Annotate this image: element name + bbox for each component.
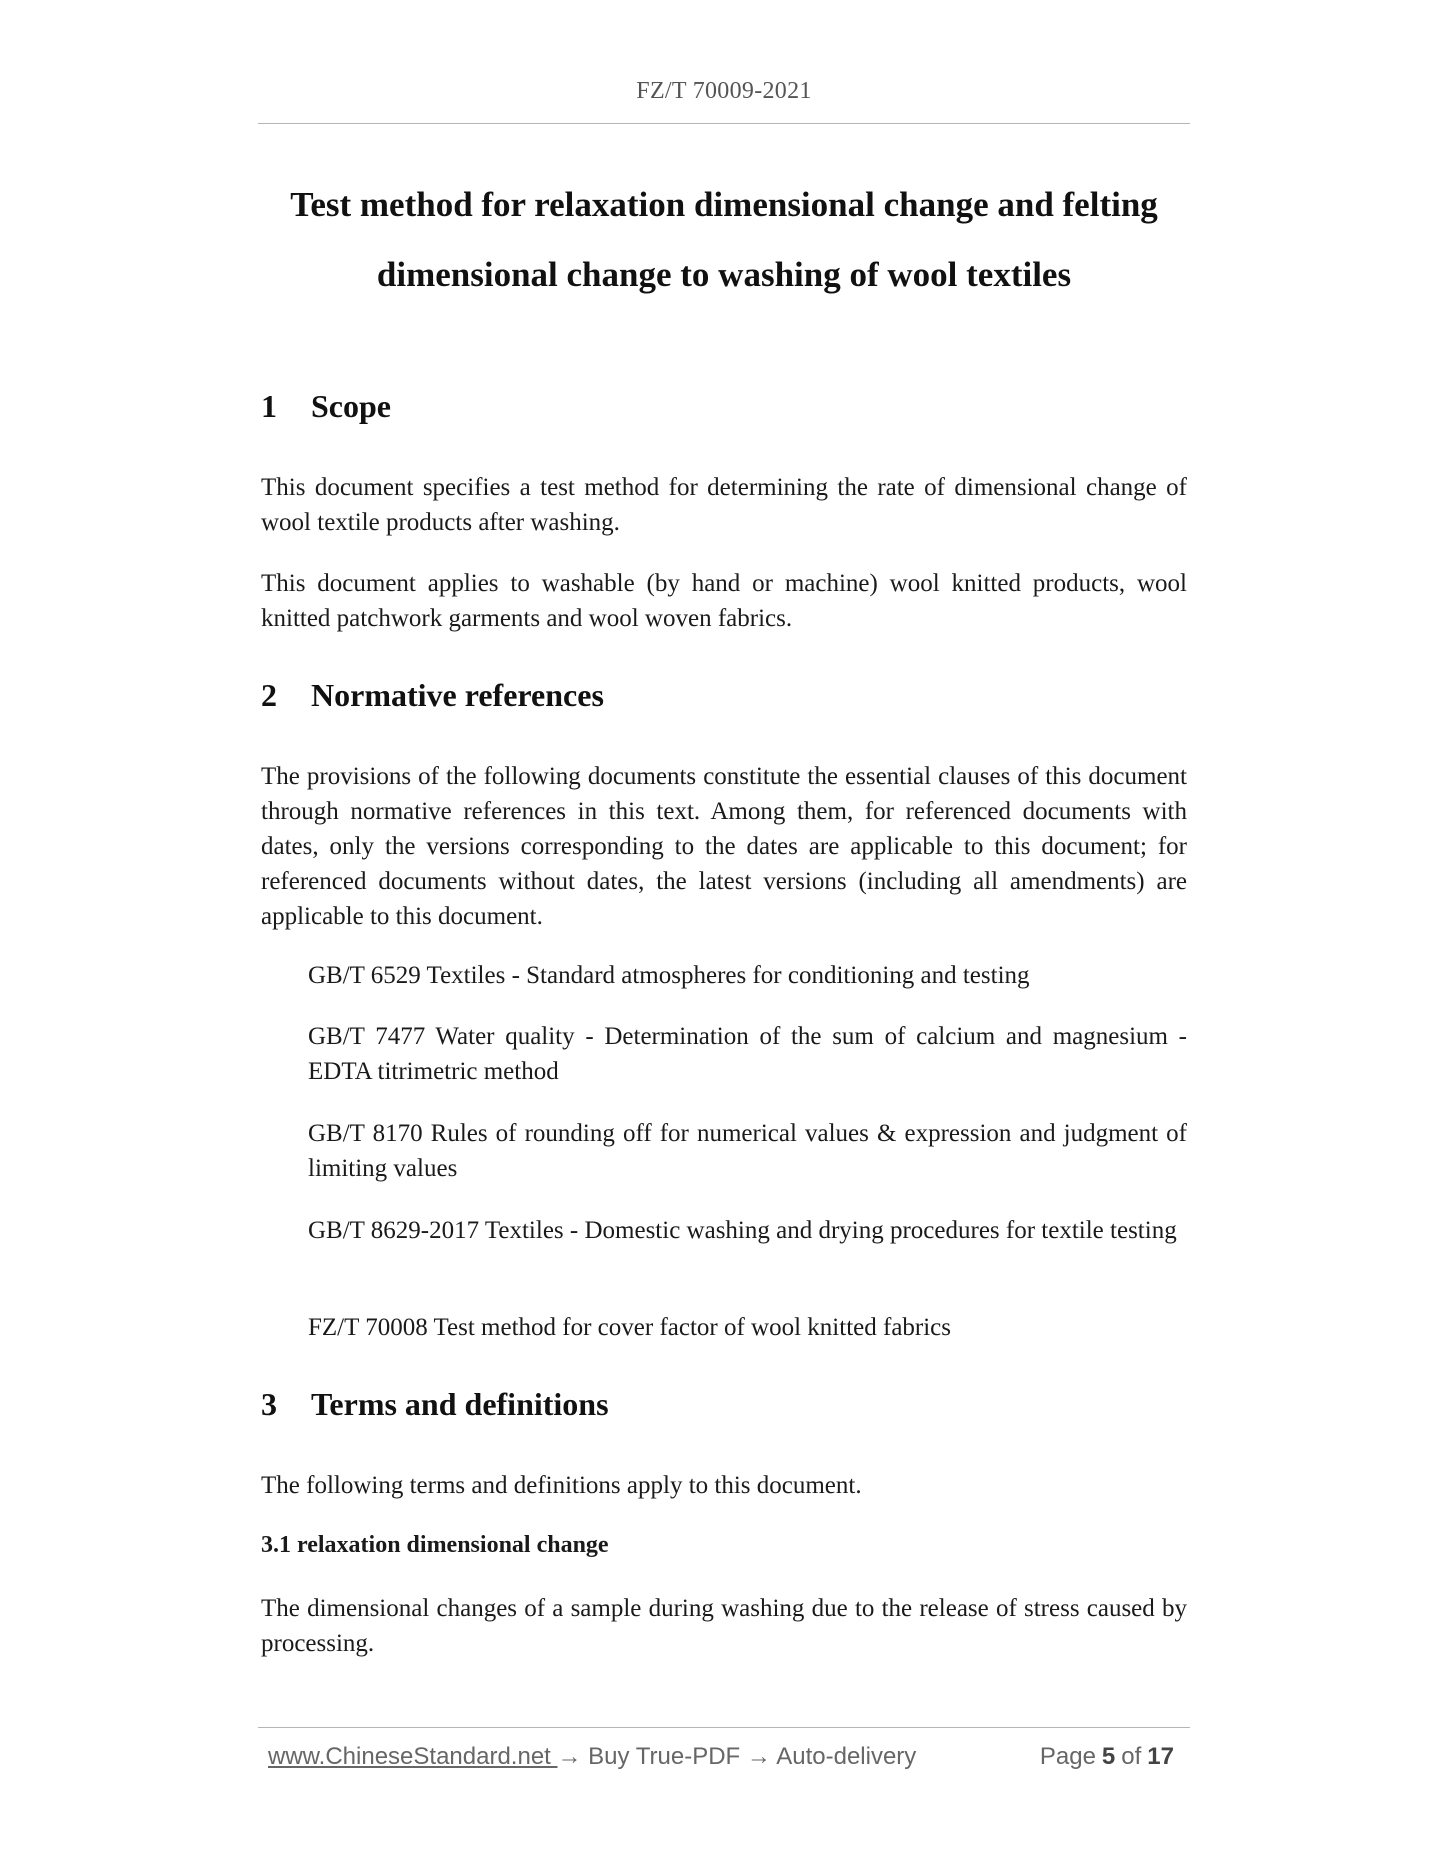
title-line-1: Test method for relaxation dimensional change and felting	[290, 185, 1158, 224]
auto-delivery-text: Auto-delivery	[776, 1743, 917, 1770]
website-link[interactable]: www.ChineseStandard.net	[268, 1743, 558, 1770]
section-number: 3	[261, 1386, 277, 1422]
section-terms-heading	[261, 1386, 609, 1423]
page-number: 5	[1101, 1743, 1116, 1770]
page-total: 17	[1147, 1743, 1174, 1770]
reference-item: GB/T 8629-2017 Textiles - Domestic washing and drying procedures for textile testing	[308, 1217, 1177, 1244]
buy-pdf-text: Buy True-PDF	[588, 1743, 747, 1770]
header-divider	[258, 123, 1190, 124]
arrow-right-icon: →	[557, 1743, 589, 1770]
reference-item: GB/T 6529 Textiles - Standard atmospheres for conditioning and testing	[308, 962, 1030, 989]
section-title: Normative references	[311, 677, 604, 713]
document-id-header: FZ/T 70009-2021	[636, 78, 812, 104]
section-title: Scope	[311, 388, 391, 424]
term-3-1-title: 3.1 relaxation dimensional change	[261, 1532, 609, 1558]
terms-paragraph: The following terms and definitions apply to this document.	[261, 1472, 862, 1499]
document-title	[258, 170, 1190, 310]
normative-paragraph: The provisions of the following documents constitute the essential clauses of this document through normative references in this text. Among them, for referenced documents with dates, only the versions corresponding to the dates are applicable to this document; for referenced documents without dates, the latest versions (including all amendments) are applicable to this document.	[261, 763, 1187, 930]
section-normative-heading	[261, 677, 604, 714]
term-3-1-definition: The dimensional changes of a sample during washing due to the release of stress caused by processing.	[261, 1595, 1187, 1657]
reference-item: FZ/T 70008 Test method for cover factor of wool knitted fabrics	[308, 1314, 952, 1341]
reference-item: GB/T 7477 Water quality - Determination of the sum of calcium and magnesium - EDTA titrimetric method	[308, 1023, 1187, 1085]
of-label: of	[1121, 1743, 1142, 1770]
reference-item: GB/T 8170 Rules of rounding off for numerical values & expression and judgment of limiting values	[308, 1120, 1187, 1182]
title-line-2: dimensional change to washing of wool textiles	[376, 255, 1072, 294]
page-label: Page	[1039, 1743, 1096, 1770]
section-title: Terms and definitions	[311, 1386, 609, 1422]
scope-paragraph-1: This document specifies a test method for determining the rate of dimensional change of wool textile products after washing.	[261, 474, 1187, 536]
scope-paragraph-2: This document applies to washable (by hand or machine) wool knitted products, wool knitted patchwork garments and wool woven fabrics.	[261, 570, 1187, 632]
arrow-right-icon: →	[746, 1743, 777, 1770]
page-footer	[268, 1743, 1180, 1783]
section-number: 1	[261, 388, 277, 424]
section-scope-heading	[261, 388, 391, 425]
section-number: 2	[261, 677, 277, 713]
page-indicator	[1040, 1743, 1180, 1771]
footer-divider	[258, 1727, 1190, 1728]
